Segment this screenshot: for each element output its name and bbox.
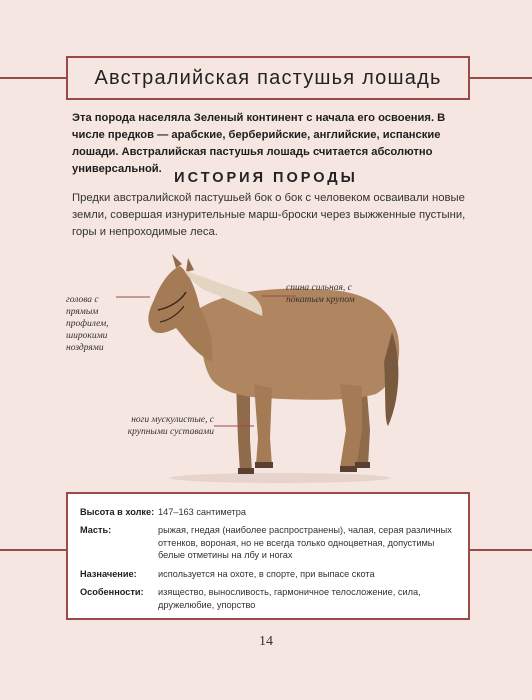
horse-hoof	[238, 468, 254, 474]
info-box	[66, 492, 470, 620]
intro-paragraph: Эта порода населяла Зеленый континент с начала его освоения. В числе предков — арабские, берберийские, английские, испанские лошади. Австралийская пастушья лошадь считается абсолютно универсальной.	[72, 112, 446, 175]
info-label-color: Масть:	[80, 525, 112, 535]
page-title: Австралийская пастушья лошадь	[94, 66, 442, 89]
annotation-head: голова с прямым профилем, широкими ноздрями	[66, 295, 109, 353]
section-title: ИСТОРИЯ ПОРОДЫ	[174, 170, 358, 186]
info-rule-left	[0, 549, 68, 551]
info-rule-right	[468, 549, 532, 551]
horse-hoof	[355, 462, 370, 468]
horse-hoof	[255, 462, 273, 468]
history-paragraph: Предки австралийской пастушьей бок о бок с человеком осваивали новые земли, совершая изнурительные марш-броски через выжженные пустыни, горы и непроходимые леса.	[72, 192, 466, 238]
annotation-legs: ноги мускулистые, с крупными суставами	[127, 415, 214, 437]
horse-leg-near-front	[254, 384, 272, 466]
horse-ear	[172, 254, 182, 268]
info-value-purpose: используется на охоте, в спорте, при выпасе скота	[158, 569, 375, 579]
info-label-features: Особенности:	[80, 587, 144, 597]
info-value-color: рыжая, гнедая (наиболее распространены), чалая, серая различных оттенков, вороная, но не всегда только одноцветная, допустимы белые отметины на лбу и ногах	[158, 525, 452, 560]
annotation-back: спина сильная, с покатым крупом	[286, 283, 355, 305]
page-number: 14	[259, 634, 273, 649]
horse-ear	[186, 258, 194, 272]
info-label-purpose: Назначение:	[80, 569, 137, 579]
info-value-height: 147–163 сантиметра	[158, 507, 246, 517]
title-rule-right	[468, 77, 532, 79]
info-value-features: изящество, выносливость, гармоничное телосложение, сила, дружелюбие, упорство	[158, 587, 421, 610]
horse-shadow	[170, 473, 390, 483]
title-box	[66, 56, 470, 100]
horse-hoof	[340, 466, 357, 472]
title-rule-left	[0, 77, 68, 79]
info-label-height: Высота в холке:	[80, 507, 155, 517]
horse-illustration	[0, 250, 532, 490]
